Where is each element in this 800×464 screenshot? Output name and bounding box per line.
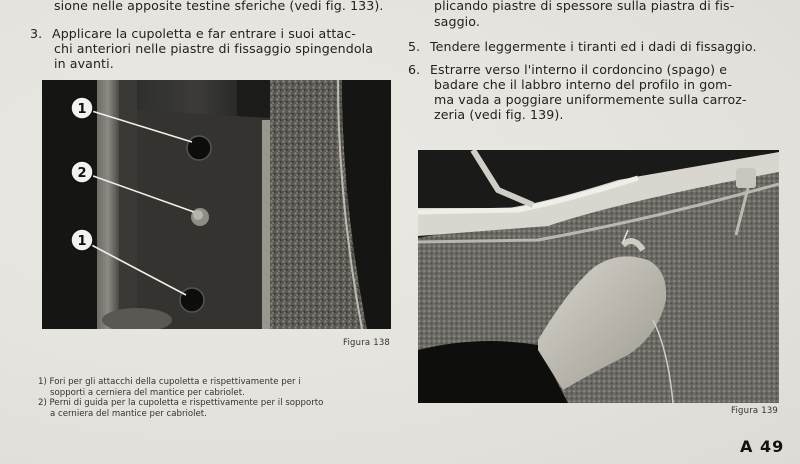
figure-notes: [38, 377, 408, 419]
page-number: A 49: [740, 437, 785, 456]
text-line: 5. Tendere leggermente i tiranti ed i dadi di fissaggio.: [408, 39, 757, 54]
callout-1-bottom: [71, 229, 93, 251]
svg-text:2: 2: [77, 166, 87, 181]
svg-text:1: 1: [77, 102, 87, 117]
text-line: sione nelle apposite testine sferiche (vedi fig. 133).: [54, 0, 384, 13]
text-line: 6. Estrarre verso l'interno il cordoncino (spago) e: [408, 62, 728, 77]
text-line: ma vada a poggiare uniformemente sulla carroz-: [434, 92, 747, 107]
figure-138-caption: Figura 138: [343, 338, 391, 348]
text-line: badare che il labbro interno del profilo in gom-: [434, 77, 733, 92]
text-line: in avanti.: [54, 56, 114, 71]
text-line: chi anteriori nelle piastre di fissaggio spingendola: [54, 41, 374, 56]
callout-1-top: [71, 97, 93, 119]
callout-2: [71, 161, 93, 183]
svg-text:1: 1: [77, 234, 87, 249]
note-line: sopporti a cerniera del mantice per cabriolet.: [50, 387, 245, 398]
item-number: 3.: [30, 26, 43, 41]
text-line: plicando piastre di spessore sulla piastra di fis-: [434, 0, 735, 13]
item-number: 6.: [408, 62, 421, 77]
note-line: a cerniera del mantice per cabriolet.: [50, 408, 207, 419]
figure-138-image: [42, 80, 391, 329]
text-line: 3. Applicare la cupoletta e far entrare i suoi attac-: [30, 26, 356, 41]
figure-138-photo: [42, 80, 391, 329]
text-line: saggio.: [434, 14, 480, 29]
note-line: 1) Fori per gli attacchi della cupoletta e rispettivamente per i: [38, 377, 301, 387]
figure-139-caption: Figura 139: [731, 406, 779, 416]
figure-139-photo: [418, 150, 779, 403]
note-line: 2) Perni di guida per la cupoletta e rispettivamente per il sopporto: [38, 398, 324, 408]
item-number: 5.: [408, 39, 421, 54]
figure-139-image: [418, 150, 779, 403]
text-line: zeria (vedi fig. 139).: [434, 107, 564, 122]
